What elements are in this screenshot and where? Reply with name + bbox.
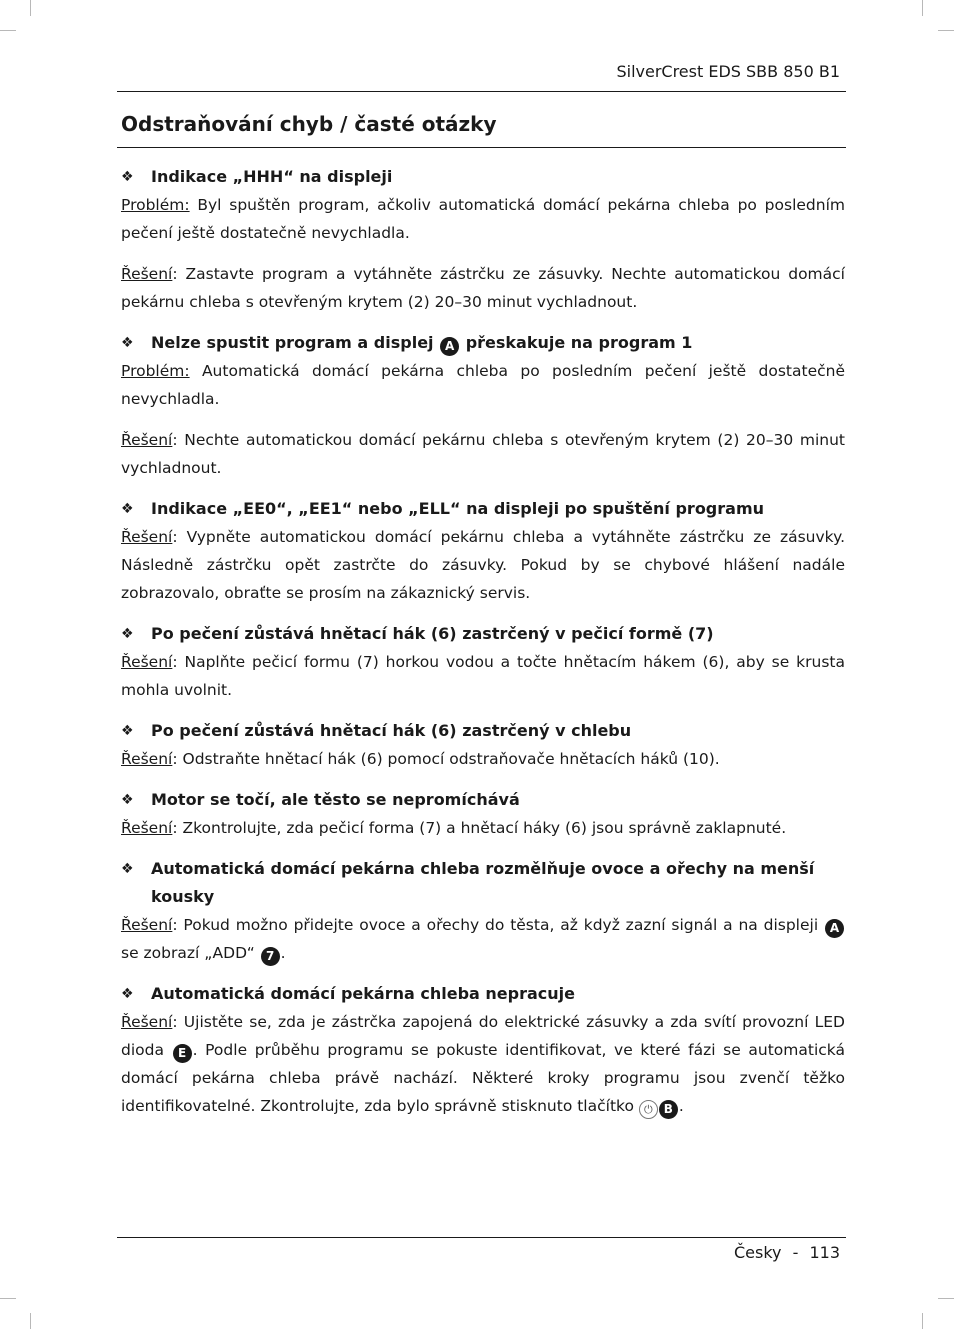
heading-text: Indikace „EE0“, „EE1“ nebo „ELL“ na displeji po spuštění programu: [151, 499, 765, 518]
footer-language: Česky: [733, 1243, 782, 1262]
header-model: SilverCrest EDS SBB 850 B1: [616, 62, 840, 81]
paragraph: [121, 745, 845, 773]
paragraph-text: : Naplňte pečicí formu (7) horkou vodou a točte hnětacím hákem (6), aby se krusta mohla uvolnit.: [121, 653, 845, 699]
paragraph: [121, 911, 845, 967]
label-solution: Řešení: [121, 265, 173, 283]
heading-text: přeskakuje na program 1: [465, 333, 693, 352]
heading-text: Automatická domácí pekárna chleba rozmělňuje ovoce a ořechy na menší kousky: [151, 859, 815, 906]
paragraph: [121, 648, 845, 704]
bullet-icon: ❖: [121, 626, 134, 642]
paragraph-text: : Zkontrolujte, zda pečicí forma (7) a hnětací háky (6) jsou správně zaklapnuté.: [172, 819, 787, 837]
label-problem: Problém:: [121, 362, 190, 380]
bullet-icon: ❖: [121, 861, 134, 877]
section-heading: [121, 620, 845, 648]
section-program-skip: [121, 329, 845, 482]
paragraph-text: Automatická domácí pekárna chleba po posledním pečení ještě dostatečně nevychladla.: [121, 362, 845, 408]
page-footer: [734, 1243, 840, 1262]
label-solution: Řešení: [121, 916, 173, 934]
paragraph: [121, 814, 845, 842]
section-heading: [121, 855, 845, 911]
heading-text: Po pečení zůstává hnětací hák (6) zastrčený v pečicí formě (7): [151, 624, 714, 643]
crop-mark: [922, 0, 923, 16]
heading-text: Automatická domácí pekárna chleba nepracuje: [151, 984, 575, 1003]
heading-text: Motor se točí, ale těsto se nepromíchává: [151, 790, 520, 809]
paragraph-text: : Vypněte automatickou domácí pekárnu chleba a vytáhněte zástrčku ze zásuvky. Následně zástrčku opět zastrčte do zásuvky. Pokud by se chybové hlášení nadále zobrazovalo, obraťte se prosím na zákaznický servis.: [121, 528, 845, 602]
label-solution: Řešení: [121, 819, 173, 837]
bullet-icon: ❖: [121, 723, 134, 739]
crop-mark: [30, 1313, 31, 1329]
label-problem: Problém:: [121, 196, 190, 214]
section-motor: [121, 786, 845, 842]
page-title: Odstraňování chyb / časté otázky: [121, 112, 497, 136]
crop-mark: [30, 0, 31, 16]
display-a-icon: A: [825, 919, 844, 938]
bullet-icon: ❖: [121, 335, 134, 351]
paragraph-text: .: [280, 944, 286, 962]
heading-text: Nelze spustit program a displej: [151, 333, 434, 352]
section-heading: [121, 980, 845, 1008]
paragraph: [121, 191, 845, 247]
paragraph-text: .: [678, 1097, 684, 1115]
header-rule: [117, 91, 846, 92]
paragraph-text: : Odstraňte hnětací hák (6) pomocí odstraňovače hnětacích háků (10).: [172, 750, 720, 768]
crop-mark: [938, 1298, 954, 1299]
paragraph: [121, 357, 845, 413]
footer-page-number: 113: [809, 1243, 840, 1262]
section-heading: [121, 163, 845, 191]
paragraph: [121, 260, 845, 316]
footer-separator: -: [792, 1243, 799, 1262]
content: [121, 163, 845, 1133]
display-a-icon: A: [440, 337, 459, 356]
paragraph: [121, 426, 845, 482]
power-icon: ⏻: [639, 1100, 658, 1119]
label-solution: Řešení: [121, 1013, 173, 1031]
section-error-codes: [121, 495, 845, 607]
heading-text: Po pečení zůstává hnětací hák (6) zastrčený v chlebu: [151, 721, 632, 740]
section-heading: [121, 717, 845, 745]
label-solution: Řešení: [121, 528, 173, 546]
led-e-icon: E: [173, 1044, 192, 1063]
footer-rule: [117, 1237, 846, 1238]
paragraph: [121, 1008, 845, 1120]
section-hhh: [121, 163, 845, 316]
section-crushing: [121, 855, 845, 967]
button-b-icon: B: [659, 1100, 678, 1119]
section-not-working: [121, 980, 845, 1120]
section-heading: [121, 329, 845, 357]
paragraph-text: : Zastavte program a vytáhněte zástrčku ze zásuvky. Nechte automatickou domácí pekárnu chleba s otevřeným krytem (2) 20–30 minut vychladnout.: [121, 265, 845, 311]
bullet-icon: ❖: [121, 986, 134, 1002]
indicator-7-icon: 7: [261, 947, 280, 966]
title-rule: [117, 147, 846, 148]
bullet-icon: ❖: [121, 501, 134, 517]
crop-mark: [0, 30, 16, 31]
paragraph-text: : Nechte automatickou domácí pekárnu chleba s otevřeným krytem (2) 20–30 minut vychladnout.: [121, 431, 845, 477]
paragraph-text: : Pokud možno přidejte ovoce a ořechy do těsta, až když zazní signál a na displeji: [172, 916, 819, 934]
paragraph-text: . Podle průběhu programu se pokuste identifikovat, ve které fázi se automatická domácí pekárna chleba právě nachází. Některé kroky programu jsou zvenčí těžko identifikovatelné. Zkontrolujte, zda bylo správně stisknuto tlačítko: [121, 1041, 845, 1115]
label-solution: Řešení: [121, 750, 173, 768]
heading-text: Indikace „HHH“ na displeji: [151, 167, 393, 186]
bullet-icon: ❖: [121, 792, 134, 808]
label-solution: Řešení: [121, 431, 173, 449]
paragraph-text: : Ujistěte se, zda je zástrčka zapojená do elektrické zásuvky a zda svítí provozní LED dioda: [121, 1013, 845, 1059]
crop-mark: [0, 1298, 16, 1299]
paragraph: [121, 523, 845, 607]
section-heading: [121, 495, 845, 523]
section-hook-in-bread: [121, 717, 845, 773]
crop-mark: [922, 1313, 923, 1329]
crop-mark: [938, 30, 954, 31]
bullet-icon: ❖: [121, 169, 134, 185]
paragraph-text: Byl spuštěn program, ačkoliv automatická domácí pekárna chleba po posledním pečení ještě dostatečně nevychladla.: [121, 196, 845, 242]
section-hook-in-form: [121, 620, 845, 704]
section-heading: [121, 786, 845, 814]
paragraph-text: se zobrazí „ADD“: [121, 944, 255, 962]
label-solution: Řešení: [121, 653, 173, 671]
